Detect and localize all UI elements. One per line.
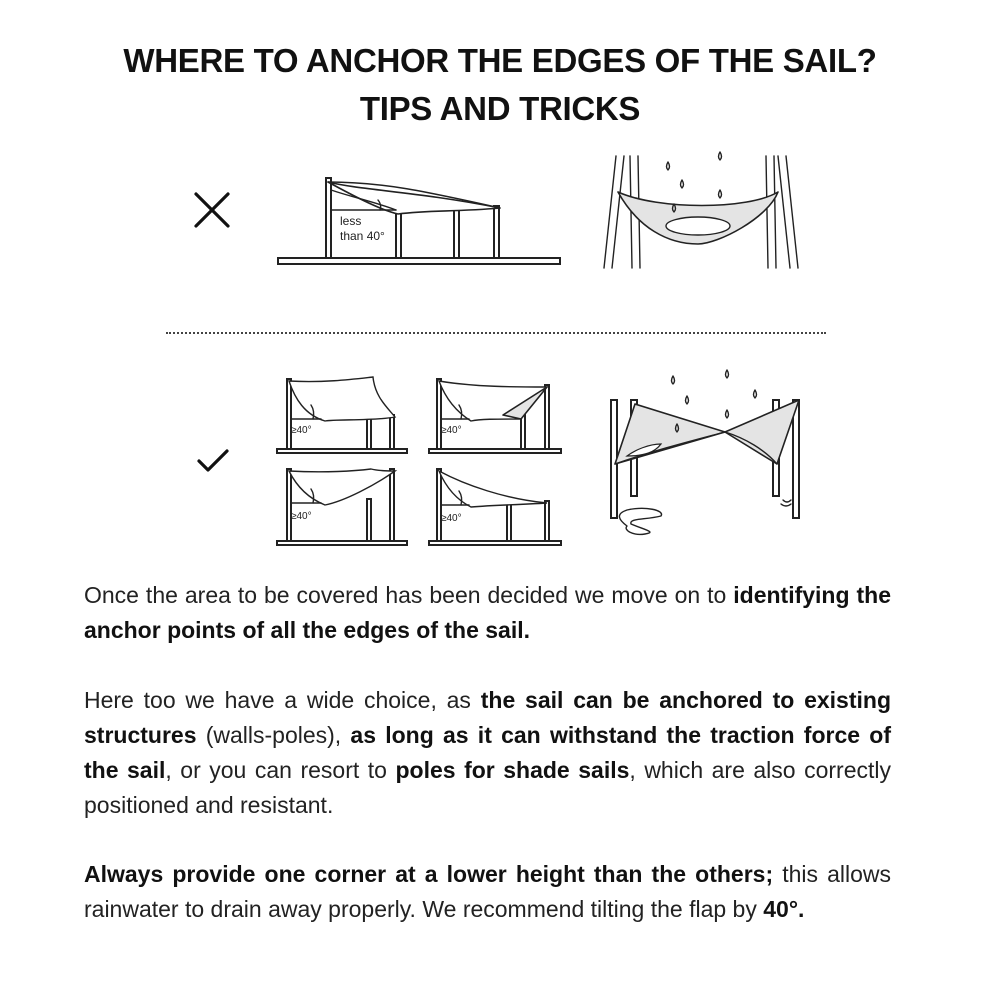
angle-label-line1: less <box>340 214 362 228</box>
wrong-water-pooling-illustration <box>598 148 808 276</box>
cross-icon <box>192 190 232 230</box>
checkmark-icon <box>197 449 229 473</box>
paragraph-intro <box>84 578 891 648</box>
angle-label-3: ≥40° <box>291 511 312 522</box>
diagram-bottom-left <box>277 469 407 545</box>
paragraph-anchoring-options <box>84 683 891 823</box>
paragraph2-bold1: the sail can be anchored to existing structures <box>84 687 891 748</box>
paragraph2-bold3: poles for shade sails <box>395 757 630 783</box>
correct-sail-diagrams-grid <box>275 375 565 550</box>
paragraph3-bold1: Always provide one corner at a lower height than the others; <box>84 861 774 887</box>
angle-label-4: ≥40° <box>441 513 462 524</box>
correct-water-draining-illustration <box>605 370 815 545</box>
paragraph2-text4: , which are also correctly positioned and resistant. <box>84 757 892 818</box>
angle-label-line2: than 40° <box>340 229 385 243</box>
section-divider <box>166 332 826 334</box>
diagram-top-left <box>277 377 407 453</box>
paragraph1-bold: identifying the anchor points of all the edges of the sail. <box>84 582 891 643</box>
page-title: WHERE TO ANCHOR THE EDGES OF THE SAIL? <box>123 42 877 79</box>
paragraph2-text3: , or you can resort to <box>165 757 396 783</box>
paragraph2-text2: (walls-poles), <box>196 722 351 748</box>
diagram-top-right <box>429 379 561 453</box>
angle-label-1: ≥40° <box>291 425 312 436</box>
paragraph2-text1: Here too we have a wide choice, as <box>84 687 481 713</box>
diagram-bottom-right <box>429 469 561 545</box>
angle-label-2: ≥40° <box>441 425 462 436</box>
page-subtitle: TIPS AND TRICKS <box>359 90 641 127</box>
paragraph2-bold2: as long as it can withstand the traction force of the sail <box>84 722 891 783</box>
paragraph-lower-corner-tip <box>84 857 891 927</box>
wrong-flat-sail-illustration <box>270 170 570 270</box>
paragraph3-bold2: 40°. <box>763 896 805 922</box>
paragraph3-text: this allows rainwater to drain away properly. We recommend tilting the flap by <box>84 861 892 922</box>
paragraph1-text: Once the area to be covered has been decided we move on to <box>84 582 734 608</box>
